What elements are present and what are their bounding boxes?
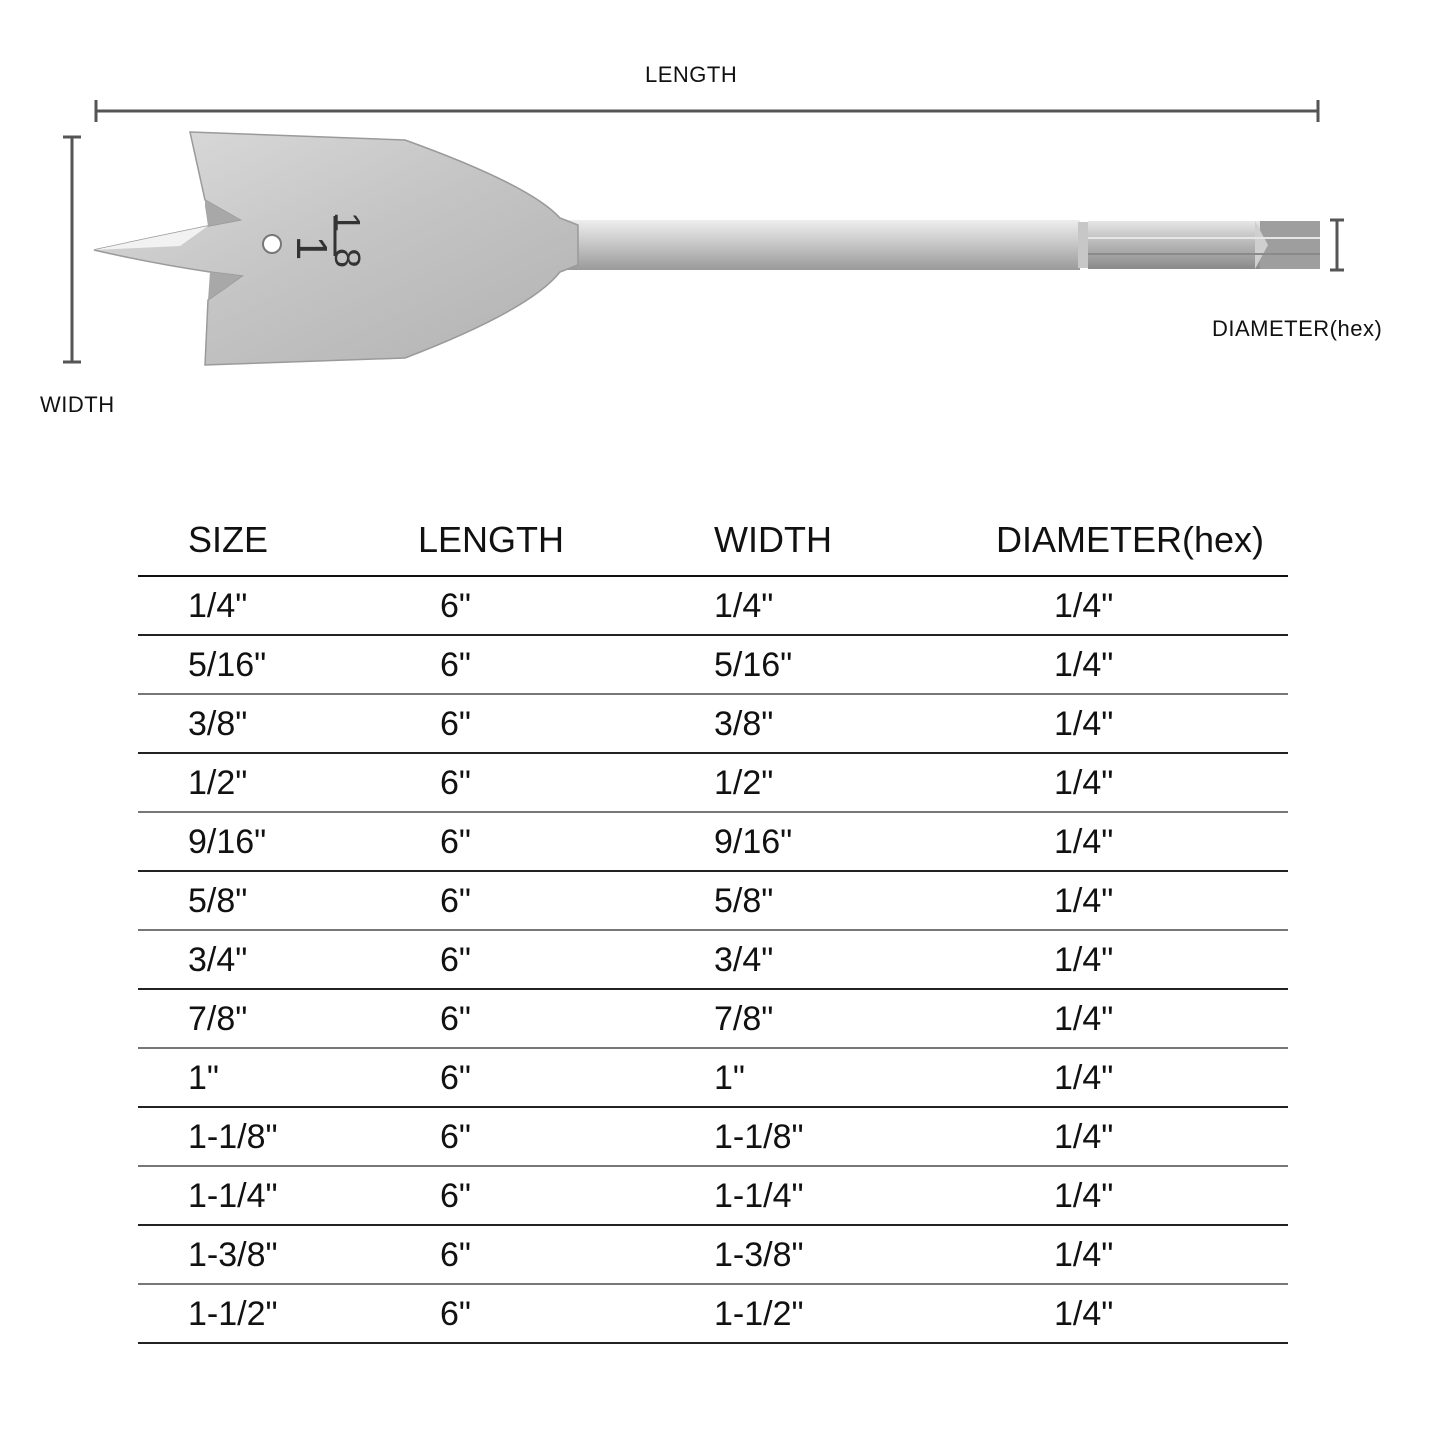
cell-diameter: 1/4": [1054, 646, 1114, 684]
cell-width: 1-1/2": [714, 1295, 804, 1333]
cell-width: 1-1/4": [714, 1177, 804, 1215]
table-row: [138, 695, 1288, 754]
table-row: [138, 1226, 1288, 1285]
header-width: WIDTH: [714, 519, 832, 560]
cell-size: 1-3/8": [188, 1236, 278, 1274]
table-row: [138, 1167, 1288, 1226]
table-row: [138, 872, 1288, 931]
cell-size: 1": [188, 1059, 219, 1097]
cell-diameter: 1/4": [1054, 705, 1114, 743]
length-dimension-line: [96, 100, 1318, 122]
table-row: [138, 1285, 1288, 1344]
engraving-whole: 1: [287, 235, 336, 261]
cell-width: 3/8": [714, 705, 774, 743]
cell-diameter: 1/4": [1054, 941, 1114, 979]
cell-width: 9/16": [714, 823, 793, 861]
cell-width: 5/8": [714, 882, 774, 920]
cell-width: 7/8": [714, 1000, 774, 1038]
cell-size: 1/2": [188, 764, 248, 802]
cell-diameter: 1/4": [1054, 823, 1114, 861]
cell-size: 3/8": [188, 705, 248, 743]
cell-diameter: 1/4": [1054, 1059, 1114, 1097]
cell-width: 1-1/8": [714, 1118, 804, 1156]
table-body: [138, 577, 1288, 1344]
table-row: [138, 577, 1288, 636]
cell-diameter: 1/4": [1054, 1236, 1114, 1274]
cell-diameter: 1/4": [1054, 764, 1114, 802]
bit-shaft: [560, 220, 1080, 270]
table-row: [138, 990, 1288, 1049]
table-row: [138, 1108, 1288, 1167]
cell-size: 3/4": [188, 941, 248, 979]
table-row: [138, 636, 1288, 695]
header-diameter: DIAMETER(hex): [996, 519, 1265, 560]
cell-diameter: 1/4": [1054, 1118, 1114, 1156]
width-label: WIDTH: [40, 392, 115, 417]
cell-length: 6": [440, 646, 471, 684]
header-length: LENGTH: [418, 519, 565, 560]
table-row: [138, 813, 1288, 872]
cell-length: 6": [440, 1236, 471, 1274]
cell-width: 1-3/8": [714, 1236, 804, 1274]
cell-length: 6": [440, 1118, 471, 1156]
width-dimension-line: [63, 137, 81, 362]
spec-table: [138, 505, 1288, 1344]
cell-size: 1/4": [188, 587, 248, 625]
cell-length: 6": [440, 941, 471, 979]
table-row: [138, 1049, 1288, 1108]
length-label: LENGTH: [645, 62, 738, 87]
cell-size: 5/16": [188, 646, 267, 684]
cell-width: 1/2": [714, 764, 774, 802]
cell-width: 3/4": [714, 941, 774, 979]
diameter-label: DIAMETER(hex): [1212, 316, 1383, 341]
cell-length: 6": [440, 705, 471, 743]
cell-length: 6": [440, 1000, 471, 1038]
cell-diameter: 1/4": [1054, 1295, 1114, 1333]
cell-length: 6": [440, 764, 471, 802]
cell-length: 6": [440, 1059, 471, 1097]
cell-size: 9/16": [188, 823, 267, 861]
diameter-dimension-line: [1330, 220, 1344, 270]
cell-length: 6": [440, 587, 471, 625]
engraving-denominator: 8: [327, 247, 368, 269]
header-size: SIZE: [188, 519, 269, 560]
cell-size: 5/8": [188, 882, 248, 920]
table-row: [138, 931, 1288, 990]
cell-size: 7/8": [188, 1000, 248, 1038]
cell-length: 6": [440, 823, 471, 861]
hex-shank: [1088, 221, 1320, 269]
cell-size: 1-1/8": [188, 1118, 278, 1156]
cell-size: 1-1/4": [188, 1177, 278, 1215]
cell-length: 6": [440, 882, 471, 920]
cell-width: 5/16": [714, 646, 793, 684]
cell-diameter: 1/4": [1054, 882, 1114, 920]
spade-bit-diagram: [0, 0, 1445, 440]
blade-hole: [263, 235, 281, 253]
engraving-numerator: 1: [327, 211, 368, 233]
cell-diameter: 1/4": [1054, 1177, 1114, 1215]
cell-length: 6": [440, 1295, 471, 1333]
table-header: [138, 505, 1288, 577]
cell-size: 1-1/2": [188, 1295, 278, 1333]
cell-diameter: 1/4": [1054, 587, 1114, 625]
table-row: [138, 754, 1288, 813]
cell-length: 6": [440, 1177, 471, 1215]
cell-diameter: 1/4": [1054, 1000, 1114, 1038]
cell-width: 1": [714, 1059, 745, 1097]
cell-width: 1/4": [714, 587, 774, 625]
